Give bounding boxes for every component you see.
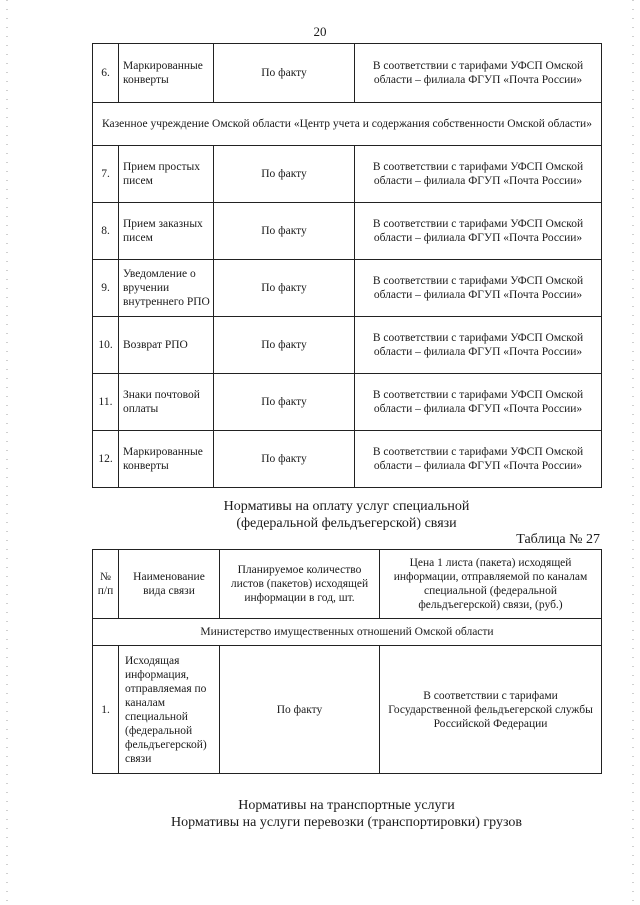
header-price: Цена 1 листа (пакета) исходящей информации, отправляемой по каналам специальной (федеральной фельдъегерской) связи, (руб.) — [380, 550, 602, 619]
table-row — [93, 374, 602, 431]
table-row — [93, 431, 602, 488]
heading-line: Нормативы на оплату услуг специальной — [223, 499, 470, 514]
section-row — [93, 103, 602, 146]
table-row — [93, 44, 602, 103]
service-name: Исходящая информация, отправляемая по каналам специальной (федеральной фельдъегерской) связи — [119, 646, 220, 774]
service-name: Знаки почтовой оплаты — [119, 374, 214, 431]
table-label: Таблица № 27 — [516, 532, 600, 547]
row-number: 12. — [93, 431, 119, 488]
service-quantity: По факту — [214, 146, 355, 203]
heading-line: Нормативы на транспортные услуги — [238, 798, 455, 813]
service-name: Уведомление о вручении внутреннего РПО — [119, 260, 214, 317]
row-number: 10. — [93, 317, 119, 374]
service-price: В соответствии с тарифами УФСП Омской области – филиала ФГУП «Почта России» — [355, 374, 602, 431]
service-quantity: По факту — [214, 260, 355, 317]
service-price: В соответствии с тарифами Государственной фельдъегерской службы Российской Федерации — [380, 646, 602, 774]
table-row — [93, 203, 602, 260]
page-number: 20 — [313, 24, 327, 39]
service-quantity: По факту — [214, 431, 355, 488]
service-name: Маркированные конверты — [119, 44, 214, 103]
service-quantity: По факту — [214, 374, 355, 431]
special-communications-table — [92, 549, 602, 774]
row-number: 9. — [93, 260, 119, 317]
row-number: 8. — [93, 203, 119, 260]
postal-services-table — [92, 43, 602, 488]
heading-line: (федеральной фельдъегерской) связи — [236, 516, 457, 531]
service-price: В соответствии с тарифами УФСП Омской области – филиала ФГУП «Почта России» — [355, 260, 602, 317]
row-number: 6. — [93, 44, 119, 103]
section-row — [93, 619, 602, 646]
table-row — [93, 317, 602, 374]
section-title: Министерство имущественных отношений Омской области — [93, 619, 602, 646]
header-num: № п/п — [93, 550, 119, 619]
service-price: В соответствии с тарифами УФСП Омской области – филиала ФГУП «Почта России» — [355, 203, 602, 260]
service-name: Возврат РПО — [119, 317, 214, 374]
service-price: В соответствии с тарифами УФСП Омской области – филиала ФГУП «Почта России» — [355, 146, 602, 203]
heading-line: Нормативы на услуги перевозки (транспортировки) грузов — [170, 815, 522, 830]
service-quantity: По факту — [220, 646, 380, 774]
service-price: В соответствии с тарифами УФСП Омской области – филиала ФГУП «Почта России» — [355, 317, 602, 374]
service-price: В соответствии с тарифами УФСП Омской области – филиала ФГУП «Почта России» — [355, 44, 602, 103]
service-name: Маркированные конверты — [119, 431, 214, 488]
header-qty: Планируемое количество листов (пакетов) исходящей информации в год, шт. — [220, 550, 380, 619]
scan-margin-dots-right — [632, 0, 634, 905]
table-row — [93, 146, 602, 203]
heading-special-communications — [92, 498, 601, 532]
header-row — [93, 550, 602, 619]
table-row — [93, 646, 602, 774]
service-name: Прием заказных писем — [119, 203, 214, 260]
table-row — [93, 260, 602, 317]
heading-transport-services — [92, 797, 601, 831]
row-number: 7. — [93, 146, 119, 203]
row-number: 1. — [93, 646, 119, 774]
service-quantity: По факту — [214, 203, 355, 260]
row-number: 11. — [93, 374, 119, 431]
service-quantity: По факту — [214, 44, 355, 103]
service-quantity: По факту — [214, 317, 355, 374]
service-name: Прием простых писем — [119, 146, 214, 203]
service-price: В соответствии с тарифами УФСП Омской области – филиала ФГУП «Почта России» — [355, 431, 602, 488]
scan-margin-dots-left — [6, 0, 8, 905]
section-title: Казенное учреждение Омской области «Центр учета и содержания собственности Омской области» — [93, 103, 602, 146]
header-name: Наименование вида связи — [119, 550, 220, 619]
